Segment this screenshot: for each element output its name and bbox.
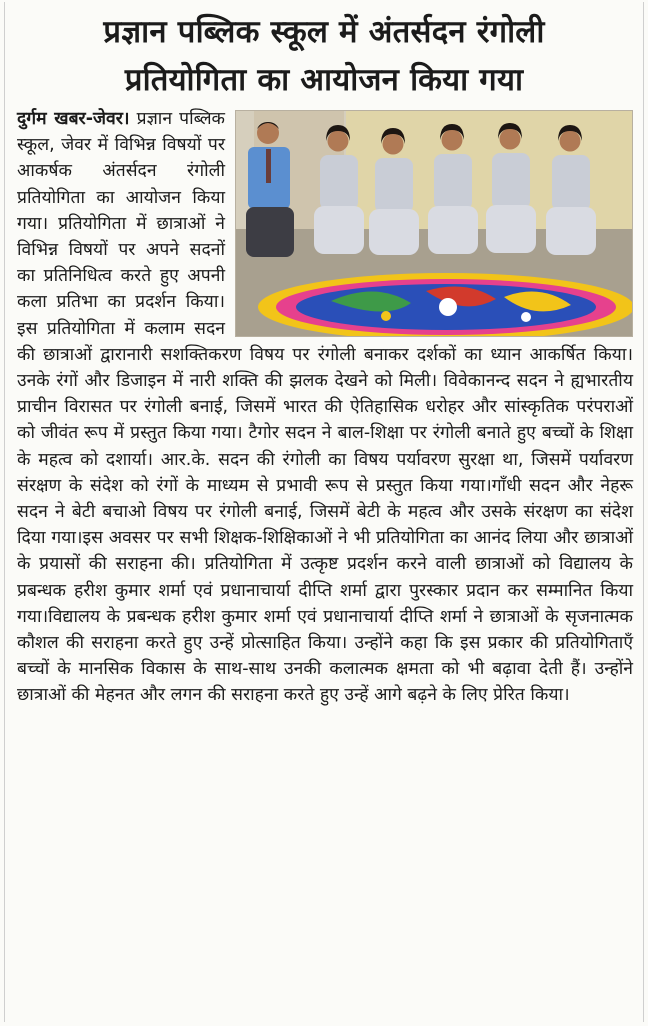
headline-line-2: प्रतियोगिता का आयोजन किया गया — [124, 62, 524, 98]
rangoli-photo — [235, 110, 633, 337]
headline-line-1: प्रज्ञान पब्लिक स्कूल में अंतर्सदन रंगोली — [103, 14, 545, 50]
headline — [5, 2, 643, 104]
dateline: दुर्गम खबर-जेवर। — [17, 109, 130, 129]
article-paragraph: प्रज्ञान पब्लिक स्कूल, जेवर में विभिन्न विषयों पर आकर्षक अंतर्सदन रंगोली प्रतियोगिता का आयोजन किया गया। प्रतियोगिता में छात्राओं ने विभिन्न विषयों पर अपने सदनों का प्रतिनिधित्व करते हुए अपनी कला प्रतिभा का प्रदर्शन किया। इस प्रतियोगिता में कलाम सदन की छात्राओं द्वारानारी सशक्तिकरण विषय पर रंगोली बनाकर दर्शकों का ध्यान आकर्षित किया। उनके रंगों और डिजाइन में नारी शक्ति की झलक देखने को मिली। विवेकानन्द सदन ने ह्यभारतीय प्राचीन विरासत पर रंगोली बनाई, जिसमें भारत की ऐतिहासिक धरोहर और सांस्कृतिक परंपराओं को जीवंत रूप में प्रस्तुत किया गया। टैगोर सदन ने बाल-शिक्षा पर रंगोली बनाते हुए बच्चों के शिक्षा के महत्व को दशार्या। आर.के. सदन की रंगोली का विषय पर्यावरण सुरक्षा था, जिसमें पर्यावरण संरक्षण के संदेश को रंगों के माध्यम से प्रभावी रूप से प्रस्तुत किया गया।गाँधी सदन और नेहरू सदन ने बेटी बचाओ विषय पर रंगोली बनाई, जिसमें बेटी के महत्व और उसके संरक्षण का संदेश दिया गया।इस अवसर पर सभी शिक्षक-शिक्षिकाओं ने भी प्रतियोगिता का आनंद लिया और छात्राओं के प्रयासों की सराहना की। प्रतियोगिता में उत्कृष्ट प्रदर्शन करने वाली छात्राओं को विद्यालय के प्रबन्धक हरीश कुमार शर्मा एवं प्रधानाचार्या दीप्ति शर्मा द्वारा पुरस्कार प्रदान कर सम्मानित किया गया।विद्यालय के प्रबन्धक हरीश कुमार शर्मा एवं प्रधानाचार्या दीप्ति शर्मा ने छात्राओं के सृजनात्मक कौशल की सराहना करते हुए उन्हें प्रोत्साहित किया। उन्होंने कहा कि इस प्रकार की प्रतियोगिताएँ बच्चों के मानसिक विकास के साथ-साथ उनकी कलात्मक क्षमता को भी बढ़ावा देती हैं। उन्होंने छात्राओं की मेहनत और लगन की सराहना करते हुए उन्हें आगे बढ़ने के लिए प्रेरित किया। — [17, 109, 633, 706]
article-body — [5, 104, 643, 709]
newspaper-clipping — [4, 2, 644, 1022]
students-with-rangoli-image — [236, 111, 632, 336]
